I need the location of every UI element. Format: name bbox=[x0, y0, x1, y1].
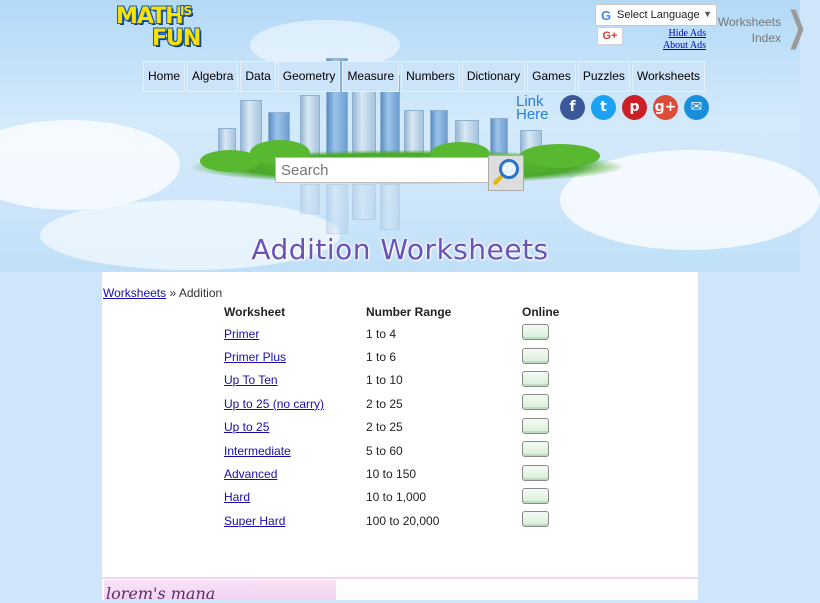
breadcrumb-worksheets-link[interactable]: Worksheets bbox=[103, 286, 167, 300]
online-button[interactable] bbox=[522, 394, 549, 410]
nav-measure[interactable]: Measure bbox=[342, 61, 399, 92]
search-input[interactable] bbox=[275, 157, 489, 183]
table-row bbox=[224, 509, 559, 532]
googleplus-icon[interactable]: g+ bbox=[653, 95, 678, 120]
main-content bbox=[102, 272, 698, 600]
worksheet-link[interactable]: Primer bbox=[224, 326, 260, 341]
online-button[interactable] bbox=[522, 324, 549, 340]
worksheet-link[interactable]: Up to 25 bbox=[224, 420, 270, 435]
online-button[interactable] bbox=[522, 418, 549, 434]
table-row bbox=[224, 416, 559, 439]
number-range: 10 to 150 bbox=[366, 467, 417, 482]
col-header-worksheet: Worksheet bbox=[224, 305, 286, 319]
table-row bbox=[224, 462, 559, 485]
link-here-label: Link Here bbox=[516, 93, 549, 123]
number-range: 5 to 60 bbox=[366, 443, 403, 458]
number-range: 1 to 4 bbox=[366, 326, 397, 341]
number-range: 2 to 25 bbox=[366, 396, 403, 411]
breadcrumb-current: Addition bbox=[178, 286, 223, 300]
online-button[interactable] bbox=[522, 441, 549, 457]
nav-geometry[interactable]: Geometry bbox=[278, 61, 341, 92]
email-icon[interactable]: ✉ bbox=[684, 95, 709, 120]
about-ads-link[interactable]: About Ads bbox=[662, 40, 706, 51]
dropdown-arrow-icon: ▼ bbox=[703, 9, 712, 19]
nav-worksheets[interactable]: Worksheets bbox=[632, 61, 705, 92]
search-button[interactable] bbox=[488, 155, 524, 191]
online-button[interactable] bbox=[522, 488, 549, 504]
nav-numbers[interactable]: Numbers bbox=[401, 61, 460, 92]
worksheets-index-link[interactable]: Worksheets Index bbox=[717, 15, 781, 45]
worksheet-link[interactable]: Intermediate bbox=[224, 443, 291, 458]
table-row bbox=[224, 392, 559, 415]
nav-home[interactable]: Home bbox=[143, 61, 185, 92]
hide-ads-link[interactable]: Hide Ads bbox=[668, 28, 706, 39]
worksheet-link[interactable]: Super Hard bbox=[224, 513, 286, 528]
online-button[interactable] bbox=[522, 371, 549, 387]
number-range: 1 to 10 bbox=[366, 373, 403, 388]
table-row bbox=[224, 486, 559, 509]
page-title: Addition Worksheets bbox=[251, 233, 549, 266]
number-range: 2 to 25 bbox=[366, 420, 403, 435]
worksheet-link[interactable]: Advanced bbox=[224, 467, 278, 482]
worksheet-link[interactable]: Up to 25 (no carry) bbox=[224, 396, 325, 411]
nav-dictionary[interactable]: Dictionary bbox=[462, 61, 525, 92]
online-button[interactable] bbox=[522, 348, 549, 364]
google-icon: G bbox=[600, 7, 612, 23]
language-select[interactable] bbox=[595, 4, 717, 26]
facebook-icon[interactable]: f bbox=[560, 95, 585, 120]
table-row bbox=[224, 345, 559, 368]
chevron-right-icon[interactable]: ❯ bbox=[786, 4, 807, 50]
worksheet-link[interactable]: Primer Plus bbox=[224, 350, 287, 365]
gplus-button[interactable]: G+ bbox=[597, 27, 623, 45]
main-nav bbox=[143, 61, 705, 92]
worksheet-link[interactable]: Up To Ten bbox=[224, 373, 278, 388]
magnifier-icon bbox=[499, 159, 519, 179]
nav-data[interactable]: Data bbox=[240, 61, 275, 92]
table-row bbox=[224, 369, 559, 392]
nav-games[interactable]: Games bbox=[527, 61, 576, 92]
worksheet-link[interactable]: Hard bbox=[224, 490, 251, 505]
table-row bbox=[224, 439, 559, 462]
number-range: 100 to 20,000 bbox=[366, 513, 440, 528]
online-button[interactable] bbox=[522, 511, 549, 527]
col-header-number-range: Number Range bbox=[366, 305, 452, 319]
number-range: 10 to 1,000 bbox=[366, 490, 427, 505]
worksheet-table bbox=[224, 302, 559, 533]
header-banner bbox=[0, 0, 807, 272]
breadcrumb: Worksheets » Addition bbox=[103, 286, 223, 300]
number-range: 1 to 6 bbox=[366, 350, 397, 365]
col-header-online: Online bbox=[522, 305, 560, 319]
nav-puzzles[interactable]: Puzzles bbox=[578, 61, 630, 92]
nav-algebra[interactable]: Algebra bbox=[187, 61, 238, 92]
mathsisfun-logo[interactable]: MATH IS FUN bbox=[116, 4, 201, 51]
twitter-icon[interactable]: t bbox=[591, 95, 616, 120]
pinterest-icon[interactable]: p bbox=[622, 95, 647, 120]
ad-banner[interactable]: lorem's mana bbox=[104, 580, 336, 600]
table-row bbox=[224, 322, 559, 345]
online-button[interactable] bbox=[522, 465, 549, 481]
language-select-label: Select Language bbox=[617, 9, 700, 21]
